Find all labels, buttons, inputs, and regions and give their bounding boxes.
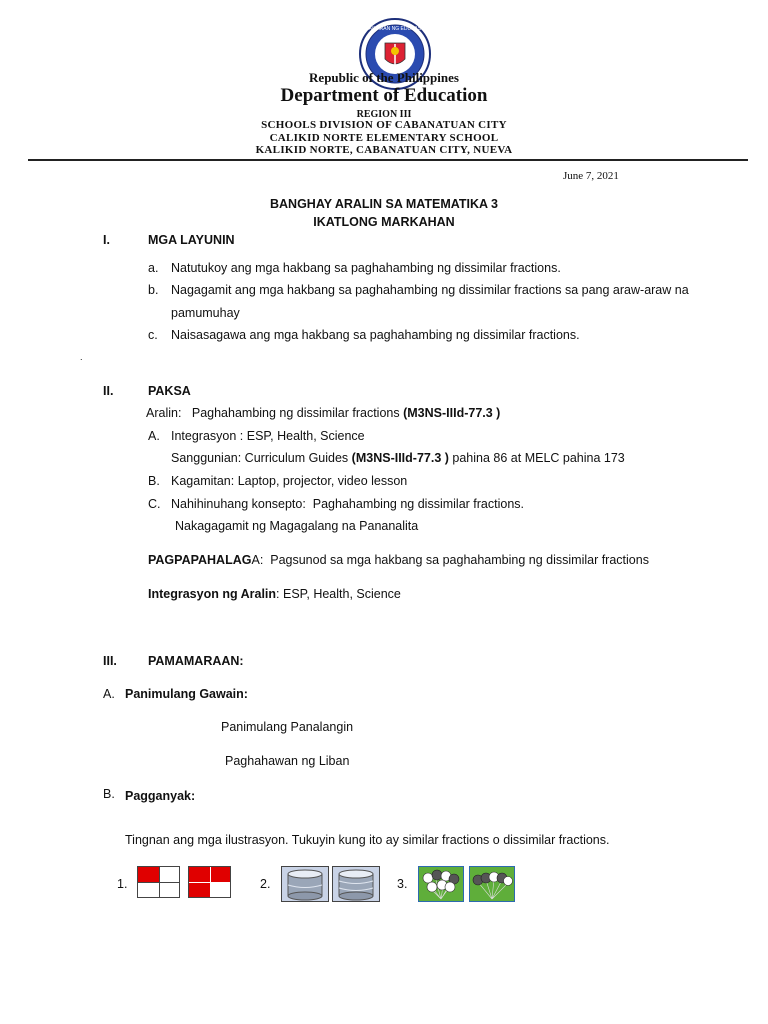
doc-subtitle: IKATLONG MARKAHAN bbox=[313, 215, 455, 229]
objective-b-cont: pamumuhay bbox=[171, 306, 240, 320]
paksa-c-cont: Nakagagamit ng Magagalang na Pananalita bbox=[175, 519, 419, 533]
example-2-number: 2. bbox=[260, 877, 271, 891]
instruction-text: Tingnan ang mga ilustrasyon. Tukuyin kung ito ay similar fractions o dissimilar fractions. bbox=[125, 833, 610, 847]
section2-heading: PAKSA bbox=[148, 384, 191, 398]
date: June 7, 2021 bbox=[563, 170, 619, 182]
pamamaraan-b-letter: B. bbox=[103, 787, 115, 801]
objective-b-text: Nagagamit ang mga hakbang sa paghahambing ng dissimilar fractions sa pang araw-araw na bbox=[171, 283, 689, 297]
aralin-code: (M3NS-IIId-77.3 ) bbox=[403, 406, 501, 420]
pagganyak-heading: Pagganyak: bbox=[125, 789, 196, 803]
stray-dot: . bbox=[80, 352, 83, 362]
paksa-a-text: Integrasyon : ESP, Health, Science bbox=[171, 429, 365, 443]
objective-a-text: Natutukoy ang mga hakbang sa paghahambing ng dissimilar fractions. bbox=[171, 261, 561, 275]
panimulang-gawain-heading: Panimulang Gawain: bbox=[125, 687, 248, 701]
balloons-1 bbox=[418, 866, 464, 902]
panimulang-panalangin: Panimulang Panalangin bbox=[221, 720, 354, 734]
sanggunian-rest: pahina 86 at MELC pahina 173 bbox=[452, 451, 625, 465]
integrasyon-line bbox=[148, 587, 401, 601]
region-line: REGION III bbox=[356, 109, 412, 120]
paksa-b-letter: B. bbox=[148, 474, 160, 488]
aralin-line bbox=[146, 406, 500, 420]
department-title: Department of Education bbox=[280, 85, 488, 106]
objective-c-text: Naisasagawa ang mga hakbang sa paghahambing ng dissimilar fractions. bbox=[171, 328, 580, 342]
section3-numeral: III. bbox=[103, 654, 117, 668]
example-3-number: 3. bbox=[397, 877, 408, 891]
cylinder-2 bbox=[332, 866, 380, 902]
aralin-label: Aralin: bbox=[146, 406, 182, 420]
paksa-c-letter: C. bbox=[148, 497, 161, 511]
paghahawan-ng-liban: Paghahawan ng Liban bbox=[225, 754, 350, 768]
integrasyon-label: Integrasyon ng Aralin bbox=[148, 587, 277, 601]
balloons-2 bbox=[469, 866, 515, 902]
address-line: KALIKID NORTE, CABANATUAN CITY, NUEVA bbox=[255, 144, 513, 156]
fraction-square-1 bbox=[137, 866, 180, 898]
republic-line: Republic of the Philippines bbox=[309, 70, 459, 85]
pagpapahalaga-line bbox=[148, 553, 649, 567]
fraction-square-2 bbox=[188, 866, 231, 898]
school-line: CALIKID NORTE ELEMENTARY SCHOOL bbox=[269, 132, 499, 144]
header-rule bbox=[28, 159, 748, 161]
objective-c-letter: c. bbox=[148, 328, 158, 342]
svg-text:KAGAWARAN NG EDUKASYON: KAGAWARAN NG EDUKASYON bbox=[358, 26, 432, 32]
aralin-text: Paghahambing ng dissimilar fractions bbox=[191, 406, 400, 420]
section1-numeral: I. bbox=[103, 233, 110, 247]
section1-heading: MGA LAYUNIN bbox=[148, 233, 235, 247]
objective-a-letter: a. bbox=[148, 261, 159, 275]
division-line: SCHOOLS DIVISION OF CABANATUAN CITY bbox=[261, 119, 507, 131]
paksa-a-letter: A. bbox=[148, 429, 160, 443]
sanggunian-code: (M3NS-IIId-77.3 ) bbox=[351, 451, 449, 465]
section2-numeral: II. bbox=[103, 384, 114, 398]
example-1-number: 1. bbox=[117, 877, 128, 891]
cylinder-1 bbox=[281, 866, 329, 902]
sanggunian-label: Sanggunian: Curriculum Guides bbox=[171, 451, 349, 465]
doc-title: BANGHAY ARALIN SA MATEMATIKA 3 bbox=[269, 197, 498, 211]
pagpapahalaga-label: PAGPAPAHALAG bbox=[148, 553, 252, 567]
pagpapahalaga-text: A: Pagsunod sa mga hakbang sa paghahambing ng dissimilar fractions bbox=[251, 553, 649, 567]
paksa-b-text: Kagamitan: Laptop, projector, video lesson bbox=[171, 474, 408, 488]
section3-heading: PAMAMARAAN: bbox=[148, 654, 244, 668]
objective-b-letter: b. bbox=[148, 283, 159, 297]
sanggunian-line bbox=[171, 451, 625, 465]
integrasyon-text: : ESP, Health, Science bbox=[276, 587, 401, 601]
pamamaraan-a-letter: A. bbox=[103, 687, 115, 701]
paksa-c-text: Nahihinuhang konsepto: Paghahambing ng dissimilar fractions. bbox=[171, 497, 524, 511]
